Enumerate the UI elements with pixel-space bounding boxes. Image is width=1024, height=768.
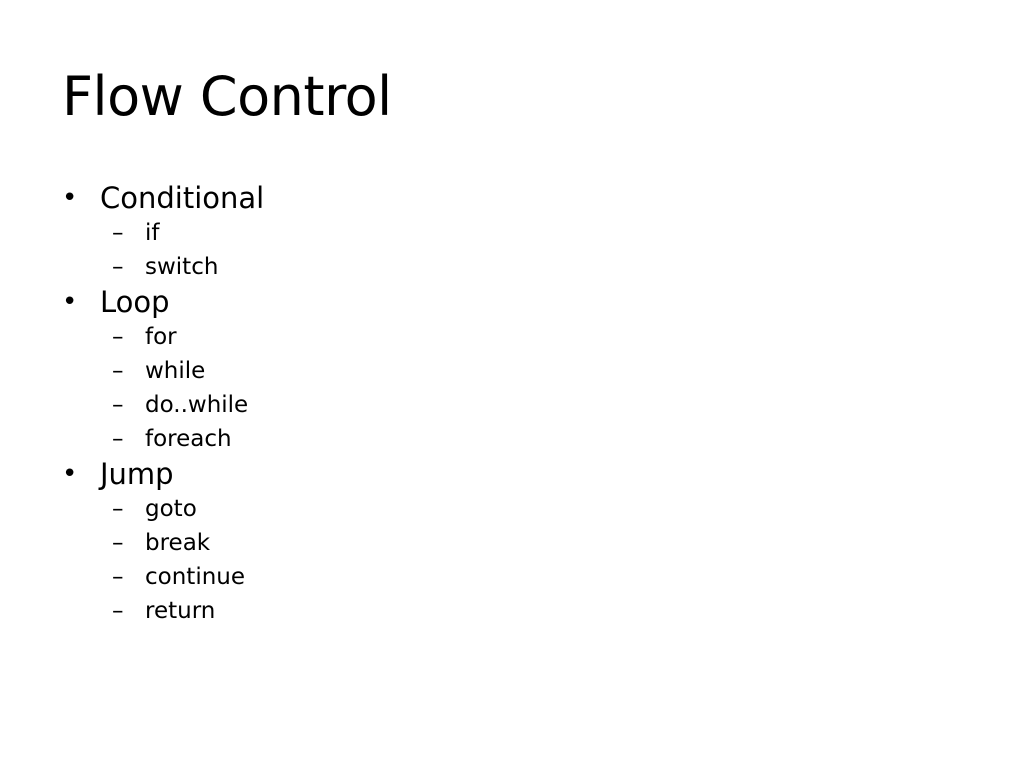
dash-icon: – — [112, 324, 124, 350]
bullet-item — [58, 180, 264, 216]
dash-icon: – — [112, 426, 124, 452]
bullet-group-conditional — [58, 180, 264, 284]
sub-bullet-item — [112, 560, 264, 594]
sub-bullet-label: switch — [145, 254, 219, 280]
sub-bullet-list — [58, 216, 264, 284]
sub-bullet-label: return — [145, 598, 216, 624]
dash-icon: – — [112, 392, 124, 418]
dash-icon: – — [112, 496, 124, 522]
dash-icon: – — [112, 564, 124, 590]
slide-title: Flow Control — [62, 65, 392, 128]
bullet-icon: • — [62, 287, 78, 317]
sub-bullet-list — [58, 492, 264, 628]
dash-icon: – — [112, 530, 124, 556]
sub-bullet-item — [112, 216, 264, 250]
sub-bullet-item — [112, 526, 264, 560]
sub-bullet-label: foreach — [145, 426, 232, 452]
sub-bullet-item — [112, 594, 264, 628]
sub-bullet-label: continue — [145, 564, 246, 590]
bullet-icon: • — [62, 459, 78, 489]
bullet-group-jump — [58, 456, 264, 628]
bullet-icon: • — [62, 183, 78, 213]
bullet-list — [58, 180, 264, 628]
sub-bullet-list — [58, 320, 264, 456]
sub-bullet-item — [112, 320, 264, 354]
bullet-label: Conditional — [100, 181, 265, 215]
dash-icon: – — [112, 358, 124, 384]
bullet-item — [58, 284, 264, 320]
sub-bullet-item — [112, 492, 264, 526]
dash-icon: – — [112, 254, 124, 280]
sub-bullet-label: if — [145, 220, 160, 246]
sub-bullet-label: for — [145, 324, 177, 350]
bullet-item — [58, 456, 264, 492]
sub-bullet-item — [112, 422, 264, 456]
dash-icon: – — [112, 598, 124, 624]
sub-bullet-label: goto — [145, 496, 197, 522]
sub-bullet-label: do..while — [145, 392, 249, 418]
bullet-label: Loop — [100, 285, 170, 319]
bullet-label: Jump — [100, 457, 174, 491]
sub-bullet-item — [112, 388, 264, 422]
bullet-group-loop — [58, 284, 264, 456]
dash-icon: – — [112, 220, 124, 246]
sub-bullet-label: while — [145, 358, 206, 384]
sub-bullet-item — [112, 354, 264, 388]
sub-bullet-label: break — [145, 530, 211, 556]
sub-bullet-item — [112, 250, 264, 284]
